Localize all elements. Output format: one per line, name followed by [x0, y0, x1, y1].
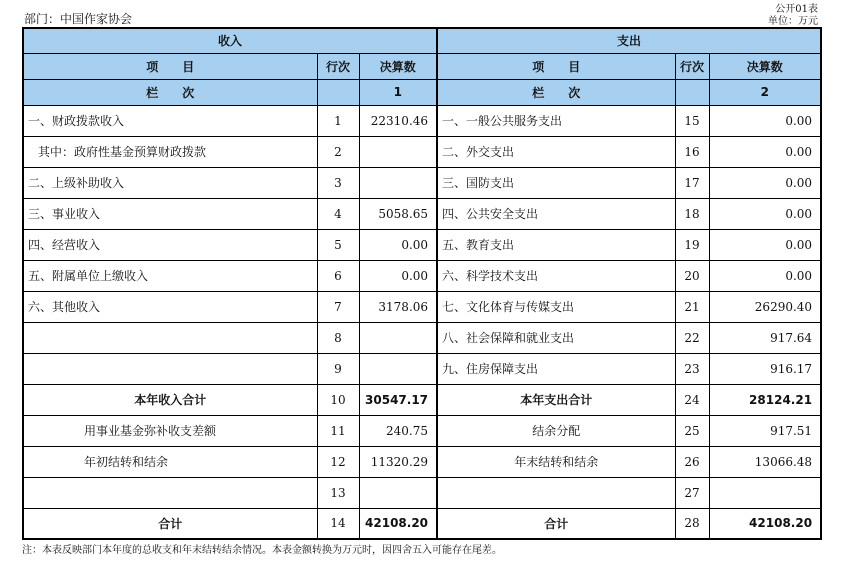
department-label: 部门：中国作家协会: [24, 12, 133, 26]
expense-row-no: 24: [675, 384, 709, 415]
table-row: [23, 353, 821, 384]
expense-item: 七、文化体育与传媒支出: [437, 291, 675, 322]
expense-item-col: 项 目: [437, 53, 675, 79]
income-item: 三、事业收入: [23, 198, 317, 229]
income-row-no: 3: [317, 167, 359, 198]
expense-amount: 0.00: [709, 136, 821, 167]
expense-amount: 42108.20: [709, 508, 821, 539]
expense-row-no: 23: [675, 353, 709, 384]
table-row: [23, 508, 821, 539]
expense-amount: 916.17: [709, 353, 821, 384]
income-amount: [359, 477, 437, 508]
income-row-no: 13: [317, 477, 359, 508]
form-code: 公开01表: [775, 4, 818, 15]
income-item: 年初结转和结余: [23, 446, 317, 477]
footnote: 注：本表反映部门本年度的总收支和年末结转结余情况。本表金额转换为万元时，因四舍五入可能存在尾差。: [22, 545, 502, 556]
income-row-col: 行次: [317, 53, 359, 79]
income-item: 本年收入合计: [23, 384, 317, 415]
income-row-no: 2: [317, 136, 359, 167]
income-row-no: 14: [317, 508, 359, 539]
expense-row-no: 15: [675, 105, 709, 136]
expense-item: 六、科学技术支出: [437, 260, 675, 291]
income-amount: 5058.65: [359, 198, 437, 229]
expense-item: 五、教育支出: [437, 229, 675, 260]
income-amount-col: 决算数: [359, 53, 437, 79]
income-row-no: 5: [317, 229, 359, 260]
income-item: 二、上级补助收入: [23, 167, 317, 198]
expense-item: 一、一般公共服务支出: [437, 105, 675, 136]
expense-amount: 917.51: [709, 415, 821, 446]
expense-row-no: 26: [675, 446, 709, 477]
income-item: 四、经营收入: [23, 229, 317, 260]
expense-row-no: 16: [675, 136, 709, 167]
table-row: [23, 322, 821, 353]
table-row: [23, 198, 821, 229]
income-amount: 0.00: [359, 229, 437, 260]
expense-row-no: 18: [675, 198, 709, 229]
table-row: [23, 229, 821, 260]
table-row: [23, 446, 821, 477]
table-row: [23, 105, 821, 136]
income-lanci-empty: [317, 79, 359, 105]
expense-row-no: 20: [675, 260, 709, 291]
expense-item: 八、社会保障和就业支出: [437, 322, 675, 353]
income-item: 合计: [23, 508, 317, 539]
income-row-no: 10: [317, 384, 359, 415]
unit-label: 单位：万元: [768, 16, 818, 27]
table-row: [23, 260, 821, 291]
expense-row-no: 28: [675, 508, 709, 539]
income-item: [23, 322, 317, 353]
table-row: [23, 384, 821, 415]
income-item: 其中：政府性基金预算财政拨款: [23, 136, 317, 167]
income-row-no: 11: [317, 415, 359, 446]
expense-amount: 26290.40: [709, 291, 821, 322]
expense-amount: 13066.48: [709, 446, 821, 477]
income-row-no: 6: [317, 260, 359, 291]
income-item: 五、附属单位上缴收入: [23, 260, 317, 291]
income-amount: 11320.29: [359, 446, 437, 477]
expense-item: 结余分配: [437, 415, 675, 446]
expense-amount: 0.00: [709, 260, 821, 291]
income-amount: [359, 322, 437, 353]
income-item: 一、财政拨款收入: [23, 105, 317, 136]
revenue-expense-table: [22, 27, 822, 540]
income-item: 六、其他收入: [23, 291, 317, 322]
expense-row-no: 17: [675, 167, 709, 198]
income-lanci: 栏 次: [23, 79, 317, 105]
expense-item: 年末结转和结余: [437, 446, 675, 477]
income-item-col: 项 目: [23, 53, 317, 79]
income-amount: 30547.17: [359, 384, 437, 415]
expense-item: 四、公共安全支出: [437, 198, 675, 229]
expense-item: [437, 477, 675, 508]
expense-amount: 28124.21: [709, 384, 821, 415]
income-row-no: 7: [317, 291, 359, 322]
expense-row-col: 行次: [675, 53, 709, 79]
expense-row-no: 25: [675, 415, 709, 446]
income-item: 用事业基金弥补收支差额: [23, 415, 317, 446]
table-row: [23, 415, 821, 446]
income-amount: [359, 136, 437, 167]
expense-lanci-no: 2: [709, 79, 821, 105]
income-row-no: 1: [317, 105, 359, 136]
expense-amount: 917.64: [709, 322, 821, 353]
expense-amount-col: 决算数: [709, 53, 821, 79]
table-row: [23, 477, 821, 508]
income-amount: 240.75: [359, 415, 437, 446]
income-item: [23, 477, 317, 508]
income-row-no: 8: [317, 322, 359, 353]
expense-item: 合计: [437, 508, 675, 539]
expense-amount: 0.00: [709, 167, 821, 198]
expense-row-no: 27: [675, 477, 709, 508]
income-amount: 0.00: [359, 260, 437, 291]
income-item: [23, 353, 317, 384]
income-amount: [359, 167, 437, 198]
table-row: [23, 291, 821, 322]
income-header: 收入: [23, 28, 437, 53]
income-amount: 22310.46: [359, 105, 437, 136]
expense-row-no: 21: [675, 291, 709, 322]
income-row-no: 4: [317, 198, 359, 229]
expense-amount: 0.00: [709, 198, 821, 229]
expense-lanci-empty: [675, 79, 709, 105]
expense-item: 本年支出合计: [437, 384, 675, 415]
income-lanci-no: 1: [359, 79, 437, 105]
income-amount: 42108.20: [359, 508, 437, 539]
income-amount: [359, 353, 437, 384]
expense-row-no: 19: [675, 229, 709, 260]
table-row: [23, 136, 821, 167]
expense-item: 三、国防支出: [437, 167, 675, 198]
expense-amount: 0.00: [709, 229, 821, 260]
expense-item: 九、住房保障支出: [437, 353, 675, 384]
expense-lanci: 栏 次: [437, 79, 675, 105]
expense-header: 支出: [437, 28, 821, 53]
expense-amount: 0.00: [709, 105, 821, 136]
income-amount: 3178.06: [359, 291, 437, 322]
income-row-no: 9: [317, 353, 359, 384]
expense-amount: [709, 477, 821, 508]
expense-row-no: 22: [675, 322, 709, 353]
expense-item: 二、外交支出: [437, 136, 675, 167]
income-row-no: 12: [317, 446, 359, 477]
table-row: [23, 167, 821, 198]
